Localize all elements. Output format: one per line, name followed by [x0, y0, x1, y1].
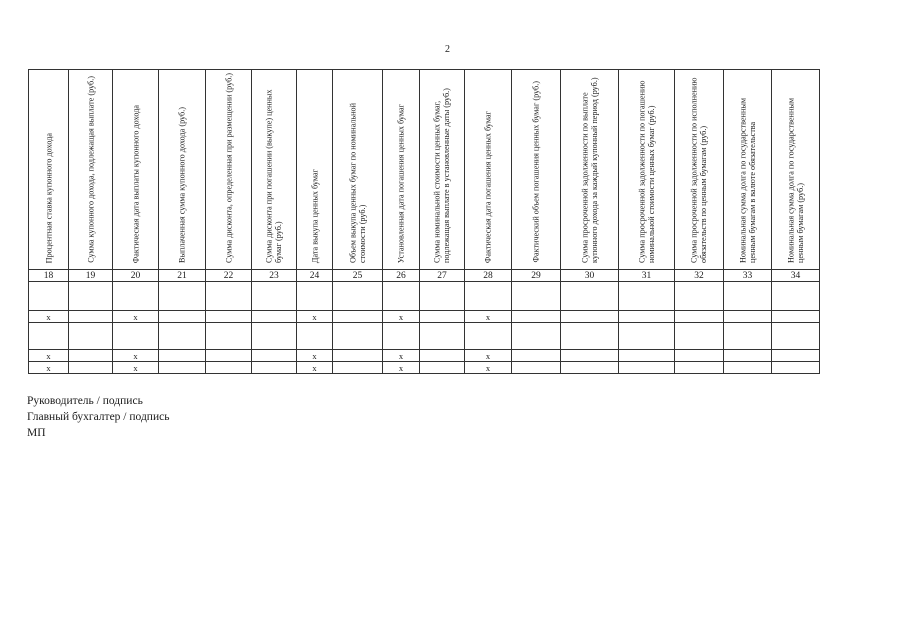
seal-label: МП — [27, 427, 46, 439]
column-header: Сумма просроченной задолженности по исполнению обязательств по ценным бумагам (руб.) — [675, 70, 724, 270]
table-cell: x — [383, 362, 420, 374]
column-number: 21 — [159, 270, 206, 282]
table-cell — [619, 350, 675, 362]
column-header: Фактический объем погашения ценных бумаг (руб.) — [512, 70, 561, 270]
table-cell — [206, 323, 252, 350]
column-number: 30 — [561, 270, 619, 282]
table-cell — [159, 282, 206, 311]
table-cell — [206, 282, 252, 311]
column-number-row — [29, 270, 820, 282]
table-cell — [619, 311, 675, 323]
accountant-signature-line: Главный бухгалтер / подпись — [27, 411, 170, 423]
table-cell: x — [113, 311, 159, 323]
table-cell — [724, 362, 772, 374]
column-header: Процентная ставка купонного дохода — [29, 70, 69, 270]
column-number: 29 — [512, 270, 561, 282]
table-cell — [206, 362, 252, 374]
table-cell — [69, 362, 113, 374]
table-cell — [333, 362, 383, 374]
table-cell — [333, 311, 383, 323]
table-cell — [159, 323, 206, 350]
table-cell — [420, 323, 465, 350]
table-cell — [512, 362, 561, 374]
table-cell — [252, 362, 297, 374]
table-cell: x — [297, 362, 333, 374]
table-cell — [465, 323, 512, 350]
table-cell — [420, 350, 465, 362]
table-cell: x — [465, 350, 512, 362]
table-cell — [29, 323, 69, 350]
table-cell — [69, 282, 113, 311]
table-cell: x — [297, 350, 333, 362]
column-number: 32 — [675, 270, 724, 282]
table-cell — [29, 282, 69, 311]
table-cell — [724, 323, 772, 350]
column-header: Сумма просроченной задолженности по погашению номинальной стоимости ценных бумаг (руб.) — [619, 70, 675, 270]
table-cell — [333, 350, 383, 362]
table-cell — [252, 350, 297, 362]
column-number: 27 — [420, 270, 465, 282]
table-cell — [561, 350, 619, 362]
column-number: 24 — [297, 270, 333, 282]
table-cell — [772, 311, 820, 323]
column-header: Сумма дисконта при погашении (выкупе) ценных бумаг (руб.) — [252, 70, 297, 270]
signature-block — [27, 393, 169, 441]
table-cell: x — [297, 311, 333, 323]
column-header: Сумма номинальной стоимости ценных бумаг, подлежащая выплате в установленные даты (руб.) — [420, 70, 465, 270]
table-cell — [465, 282, 512, 311]
table-cell — [252, 282, 297, 311]
table-cell — [252, 323, 297, 350]
column-number: 26 — [383, 270, 420, 282]
table-cell — [383, 282, 420, 311]
table-cell — [333, 282, 383, 311]
table-cell — [724, 350, 772, 362]
table-row — [29, 323, 820, 350]
table-cell — [675, 311, 724, 323]
table-cell: x — [465, 311, 512, 323]
table-cell — [512, 282, 561, 311]
table-row — [29, 311, 820, 323]
table-cell — [297, 323, 333, 350]
table-cell — [69, 323, 113, 350]
table-cell — [69, 350, 113, 362]
table-cell — [724, 282, 772, 311]
table-cell — [113, 323, 159, 350]
table-cell — [420, 311, 465, 323]
column-header: Сумма просроченной задолженности по выплате купонного дохода за каждый купонный период (руб.) — [561, 70, 619, 270]
column-number: 23 — [252, 270, 297, 282]
table-cell — [420, 362, 465, 374]
table-cell — [113, 282, 159, 311]
table-header-row — [29, 70, 820, 270]
table-cell — [252, 311, 297, 323]
table-cell: x — [29, 362, 69, 374]
column-header: Номинальная сумма долга по государственным ценным бумагам в валюте обязательства — [724, 70, 772, 270]
column-number: 19 — [69, 270, 113, 282]
table-cell — [297, 282, 333, 311]
table-cell — [675, 282, 724, 311]
table-cell — [383, 323, 420, 350]
column-number: 31 — [619, 270, 675, 282]
table-cell: x — [29, 350, 69, 362]
table-cell — [159, 350, 206, 362]
table-cell — [512, 350, 561, 362]
table-cell — [772, 282, 820, 311]
column-header: Сумма дисконта, определенная при размещении (руб.) — [206, 70, 252, 270]
column-header: Сумма купонного дохода, подлежащая выплате (руб.) — [69, 70, 113, 270]
table-cell — [512, 311, 561, 323]
table-row — [29, 350, 820, 362]
column-number: 34 — [772, 270, 820, 282]
table-cell: x — [383, 350, 420, 362]
table-cell: x — [113, 350, 159, 362]
column-header: Дата выкупа ценных бумаг — [297, 70, 333, 270]
table-row — [29, 282, 820, 311]
table-cell — [772, 362, 820, 374]
table-cell — [159, 311, 206, 323]
column-header: Выплаченная сумма купонного дохода (руб.) — [159, 70, 206, 270]
table-cell — [772, 350, 820, 362]
table-cell — [159, 362, 206, 374]
column-header: Объем выкупа ценных бумаг по номинальной стоимости (руб.) — [333, 70, 383, 270]
table-cell — [561, 362, 619, 374]
table-cell: x — [465, 362, 512, 374]
table-cell — [675, 350, 724, 362]
table-cell — [675, 323, 724, 350]
column-header: Фактическая дата погашения ценных бумаг — [465, 70, 512, 270]
page-number: 2 — [445, 44, 450, 55]
table-cell — [724, 311, 772, 323]
table-cell — [206, 350, 252, 362]
column-header: Номинальная сумма долга по государственным ценным бумагам (руб.) — [772, 70, 820, 270]
column-number: 18 — [29, 270, 69, 282]
table-cell — [333, 323, 383, 350]
table-cell — [206, 311, 252, 323]
column-header: Установленная дата погашения ценных бумаг — [383, 70, 420, 270]
column-number: 22 — [206, 270, 252, 282]
table-cell: x — [383, 311, 420, 323]
table-row — [29, 362, 820, 374]
table-cell — [619, 323, 675, 350]
column-number: 25 — [333, 270, 383, 282]
table-cell — [69, 311, 113, 323]
column-number: 28 — [465, 270, 512, 282]
head-signature-line: Руководитель / подпись — [27, 395, 143, 407]
table-cell — [675, 362, 724, 374]
table-cell — [561, 323, 619, 350]
table-cell: x — [29, 311, 69, 323]
table-cell: x — [113, 362, 159, 374]
report-table — [28, 69, 820, 374]
column-number: 33 — [724, 270, 772, 282]
table-cell — [619, 362, 675, 374]
table-cell — [772, 323, 820, 350]
column-number: 20 — [113, 270, 159, 282]
column-header: Фактическая дата выплаты купонного дохода — [113, 70, 159, 270]
table-cell — [561, 311, 619, 323]
table-cell — [561, 282, 619, 311]
table-cell — [619, 282, 675, 311]
table-cell — [420, 282, 465, 311]
table-cell — [512, 323, 561, 350]
